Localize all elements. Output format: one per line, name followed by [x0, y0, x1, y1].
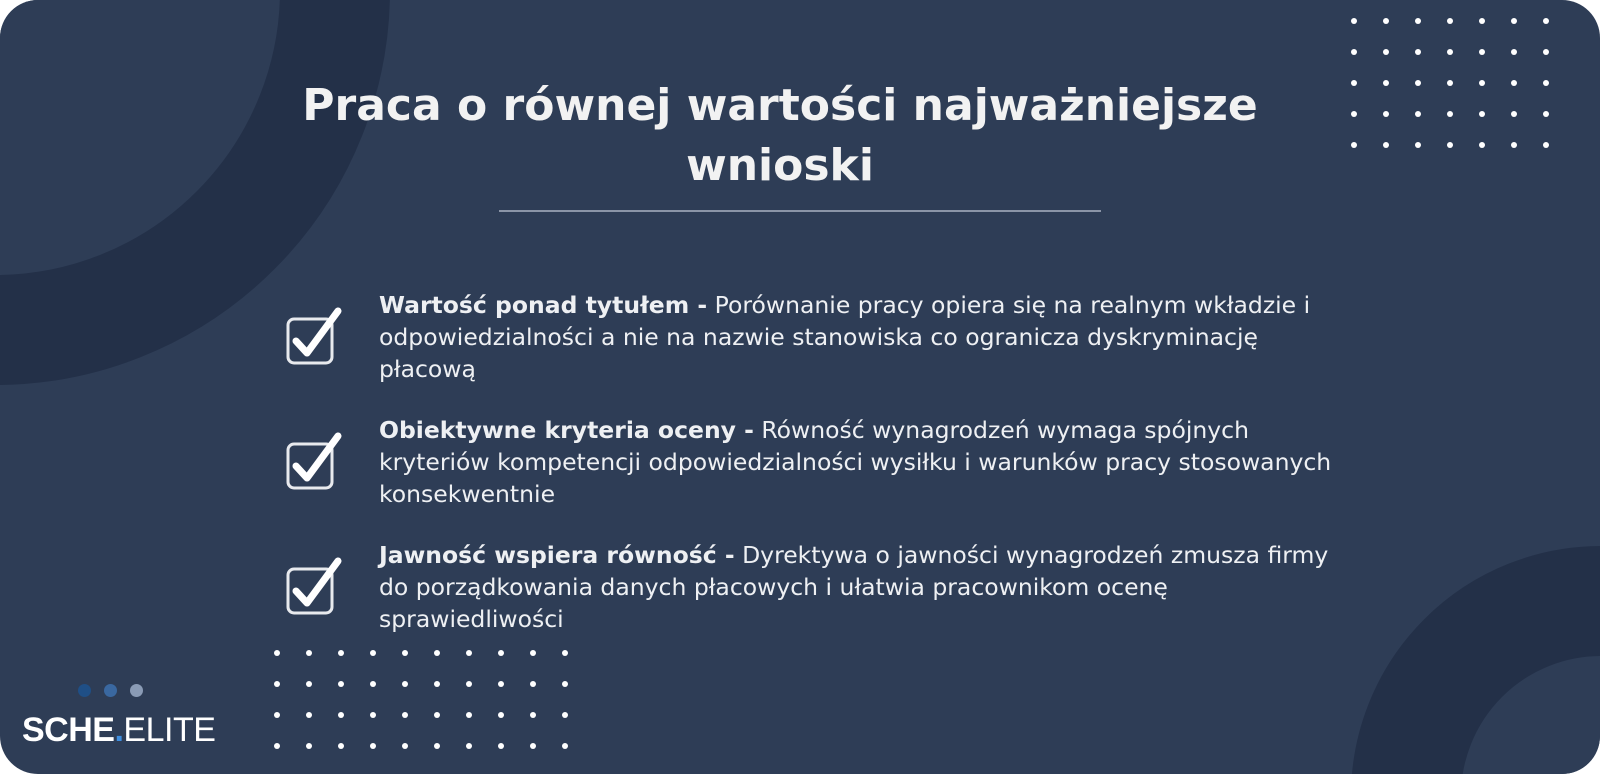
decorative-dot [466, 650, 472, 656]
decorative-dot [562, 743, 568, 749]
list-item-description: Porównanie pracy opiera się na realnym wkładzie i odpowiedzialności a nie na nazwie stanowiska co ogranicza dyskryminację płacową [379, 290, 1311, 383]
decorative-dot [1479, 18, 1485, 24]
decorative-dot [1351, 80, 1357, 86]
decorative-ring-bottom-right [1351, 546, 1600, 774]
decorative-dot [1351, 49, 1357, 55]
decorative-dot [530, 681, 536, 687]
decorative-dot [1447, 49, 1453, 55]
decorative-dot [466, 681, 472, 687]
decorative-dot [306, 650, 312, 656]
decorative-dot [1383, 80, 1389, 86]
decorative-dot [1511, 80, 1517, 86]
decorative-dot [434, 650, 440, 656]
brand-logo [22, 710, 215, 750]
decorative-dot [338, 681, 344, 687]
decorative-dot [1543, 18, 1549, 24]
decorative-dot [466, 712, 472, 718]
logo-text-right: ELITE [123, 711, 216, 749]
title-divider [499, 210, 1101, 212]
decorative-dot [274, 650, 280, 656]
logo-dots [78, 684, 143, 697]
decorative-dot [1447, 111, 1453, 117]
page-title: Praca o równej wartości najważniejsze wnioski [302, 80, 1258, 191]
decorative-dot [1511, 49, 1517, 55]
decorative-dot [1543, 142, 1549, 148]
list-item-description: Równość wynagrodzeń wymaga spójnych kryteriów kompetencji odpowiedzialności wysiłku i warunków pracy stosowanych konsekwentnie [379, 415, 1332, 508]
decorative-dot [402, 712, 408, 718]
decorative-dot [434, 681, 440, 687]
decorative-dot [1447, 142, 1453, 148]
decorative-dot [1415, 111, 1421, 117]
list-item-description: Dyrektywa o jawności wynagrodzeń zmusza firmy do porządkowania danych płacowych i ułatwia pracownikom ocenę sprawiedliwości [379, 540, 1329, 633]
decorative-dot [498, 712, 504, 718]
decorative-dot [338, 743, 344, 749]
decorative-dot [402, 681, 408, 687]
decorative-dot [1351, 18, 1357, 24]
logo-text-left: SCHE [22, 711, 115, 749]
decorative-dot [1479, 111, 1485, 117]
decorative-dot [1415, 142, 1421, 148]
decorative-dot [274, 712, 280, 718]
key-points-list [286, 274, 1366, 649]
decorative-dot [1383, 142, 1389, 148]
decorative-dot [1415, 18, 1421, 24]
decorative-dot [274, 743, 280, 749]
decorative-dot [1543, 80, 1549, 86]
decorative-dot [1415, 80, 1421, 86]
decorative-dot [274, 681, 280, 687]
decorative-dot [1447, 18, 1453, 24]
decorative-dot [1543, 111, 1549, 117]
checkbox-check-icon [286, 307, 342, 367]
decorative-dot [562, 650, 568, 656]
decorative-dot [306, 743, 312, 749]
checkbox-check-icon [286, 432, 342, 492]
logo-dot [104, 684, 117, 697]
decorative-dot [1383, 49, 1389, 55]
decorative-dot [1415, 49, 1421, 55]
decorative-dot [498, 743, 504, 749]
list-item-text [379, 539, 1359, 635]
list-item-title: Obiektywne kryteria oceny - [379, 415, 754, 444]
decorative-dot [530, 712, 536, 718]
list-item [286, 524, 1366, 649]
list-item-text [379, 414, 1359, 510]
list-item [286, 399, 1366, 524]
decorative-dot [402, 650, 408, 656]
checkbox-check-icon [286, 557, 342, 617]
decorative-dot [1351, 142, 1357, 148]
decorative-dot [1351, 111, 1357, 117]
list-item-title: Wartość ponad tytułem - [379, 290, 708, 319]
decorative-dot [1479, 80, 1485, 86]
logo-dot [78, 684, 91, 697]
decorative-dot [1511, 111, 1517, 117]
decorative-dot [1543, 49, 1549, 55]
decorative-dot [306, 681, 312, 687]
decorative-dot [530, 743, 536, 749]
decorative-dot [338, 712, 344, 718]
list-item-title: Jawność wspiera równość - [379, 540, 735, 569]
decorative-dot [370, 743, 376, 749]
decorative-dot [1479, 49, 1485, 55]
list-item-text [379, 289, 1359, 385]
decorative-dot [498, 650, 504, 656]
decorative-dot [306, 712, 312, 718]
decorative-dot [370, 650, 376, 656]
decorative-dot-grid-bottom-left [274, 650, 568, 749]
logo-text-dot: . [114, 711, 124, 749]
decorative-dot [1511, 142, 1517, 148]
logo-dot [130, 684, 143, 697]
decorative-dot [530, 650, 536, 656]
decorative-dot [562, 681, 568, 687]
decorative-dot [1511, 18, 1517, 24]
list-item [286, 274, 1366, 399]
decorative-dot [434, 712, 440, 718]
decorative-dot [402, 743, 408, 749]
decorative-dot [1383, 111, 1389, 117]
decorative-dot [434, 743, 440, 749]
decorative-dot [370, 681, 376, 687]
decorative-dot [466, 743, 472, 749]
decorative-dot [562, 712, 568, 718]
decorative-dot [370, 712, 376, 718]
decorative-dot [498, 681, 504, 687]
decorative-dot [338, 650, 344, 656]
decorative-dot-grid-top-right [1351, 18, 1549, 148]
decorative-dot [1479, 142, 1485, 148]
decorative-dot [1447, 80, 1453, 86]
decorative-dot [1383, 18, 1389, 24]
